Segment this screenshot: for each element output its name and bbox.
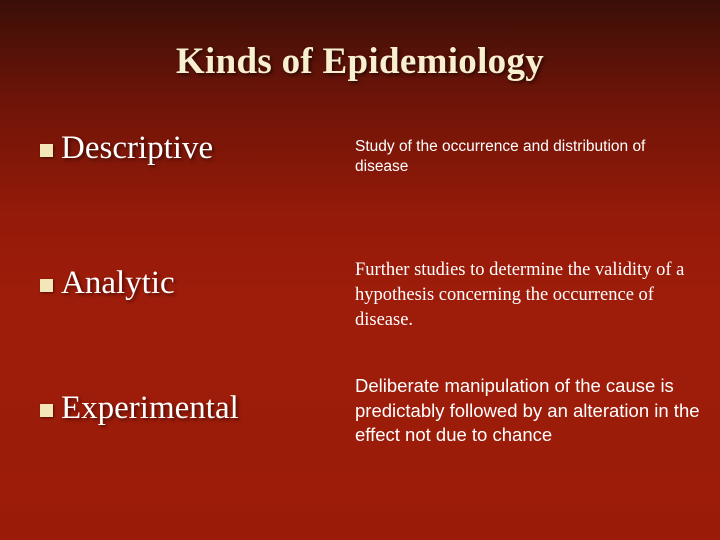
bullet-item-descriptive	[40, 130, 340, 166]
square-bullet-icon	[40, 279, 53, 292]
bullet-label-descriptive: Descriptive	[61, 130, 214, 166]
square-bullet-icon	[40, 144, 53, 157]
square-bullet-icon	[40, 404, 53, 417]
bullet-item-experimental	[40, 390, 340, 426]
bullet-label-experimental: Experimental	[61, 390, 239, 426]
bullet-item-analytic	[40, 265, 340, 301]
description-analytic: Further studies to determine the validity of a hypothesis concerning the occurrence of disease.	[355, 260, 685, 330]
description-experimental: Deliberate manipulation of the cause is predictably followed by an alteration in the effect not due to chance	[355, 375, 700, 446]
page-title: Kinds of Epidemiology	[175, 41, 545, 82]
description-descriptive: Study of the occurrence and distribution of disease	[355, 138, 646, 175]
bullet-label-analytic: Analytic	[61, 265, 175, 301]
